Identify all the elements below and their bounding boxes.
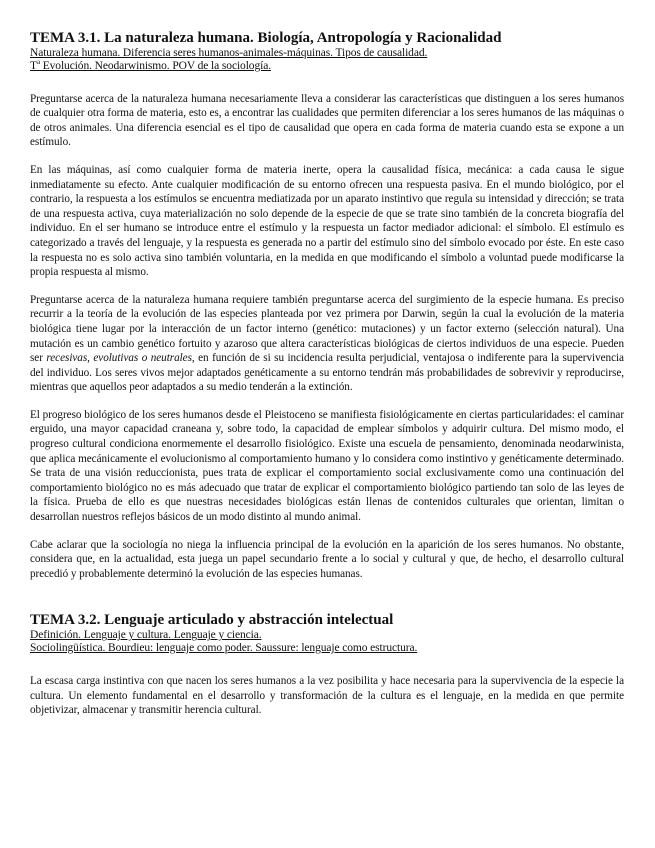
section-subtitle: [30, 57, 624, 73]
subtitle-text: T: [30, 59, 37, 72]
section-subtitle: Definición. Lenguaje y cultura. Lenguaje y ciencia.: [30, 629, 262, 642]
section-tema-3-1: [30, 30, 624, 581]
superscript: a: [36, 57, 40, 66]
paragraph: [30, 293, 624, 395]
section-title: TEMA 3.1. La naturaleza humana. Biología, Antropología y Racionalidad: [30, 30, 502, 46]
paragraph-text: Preguntarse acerca de la naturaleza humana requiere también preguntarse acerca del surgimiento de la especie humana. Es preciso recurrir a la teoría de la evolución de las especies planteada por vez primera por Darwin, según la cual la evolución de la materia biológica tiene lugar por la interacción de un factor interno (genético: mutaciones) y un factor externo (selección natural). Una mutación es un cambio genético fortuito y azaroso que altera características biológicas de ciertos individuos de una especie. Pueden ser: [30, 293, 624, 365]
paragraph: Preguntarse acerca de la naturaleza humana necesariamente lleva a considerar las características que distinguen a los seres humanos de cualquier otra forma de materia, esto es, a encontrar las cualidades que permiten diferenciar a los seres humanos de las máquinas o de otros animales. Una diferencia esencial es el tipo de causalidad que opera en cada forma de materia cuando esta se expone a un estímulo.: [30, 92, 624, 149]
paragraph: En las máquinas, así como cualquier forma de materia inerte, opera la causalidad física, mecánica: a cada causa le sigue inmediatamente su efecto. Ante cualquier modificación de su entorno ofrecen una respuesta pasiva. En el mundo biológico, por el contrario, la respuesta a los estímulos se encuentra mediatizada por un aparato instintivo que regula su intensidad y dirección; se trata de una respuesta activa, cuya materialización no solo depende de la especie de que se trate sino también de la concreta biografía del individuo. En el ser humano se introduce entre el estímulo y la respuesta un factor mediador adicional: el símbolo. El estímulo es categorizado a través del lenguaje, y la respuesta es generada no a partir del estímulo sino del símbolo evocado por éste. En este caso la respuesta no es solo activa sino también voluntaria, en la medida en que modificando el símbolo a voluntad puede modificarse la propia respuesta al mismo.: [30, 163, 624, 279]
section-subtitle: Naturaleza humana. Diferencia seres humanos-animales-máquinas. Tipos de causalidad.: [30, 47, 428, 59]
paragraph: Cabe aclarar que la sociología no niega la influencia principal de la evolución en la aparición de los seres humanos. No obstante, considera que, en la actualidad, esta juega un papel secundario frente a lo social y cultural y que, de hecho, el desarrollo cultural precedió y probablemente determinó la evolución de las especies humanas.: [30, 538, 624, 580]
section-subtitle: Sociolingüística. Bourdieu: lenguaje como poder. Saussure: lenguaje como estructura.: [30, 642, 418, 655]
subtitle-text: Evolución. Neodarwinismo. POV de la sociología.: [39, 59, 271, 72]
emphasis-text: recesivas, evolutivas o neutrales: [46, 352, 192, 365]
section-tema-3-2: [30, 612, 624, 717]
section-title: TEMA 3.2. Lenguaje articulado y abstracción intelectual: [30, 612, 394, 629]
paragraph: El progreso biológico de los seres humanos desde el Pleistoceno se manifiesta fisiológicamente en ciertas particularidades: el caminar erguido, una mayor capacidad craneana y, sobre todo, la capacidad de emplear símbolos y adquirir cultura. Del mismo modo, el progreso cultural condiciona enormemente el desarrollo fisiológico. Existe una escuela de pensamiento, denominada neodarwinista, que aplica mecánicamente el evolucionismo al comportamiento humano y lo considera como instintivo y genéticamente determinado. Se trata de una visión reduccionista, pues trata de explicar el comportamiento social exclusivamente como una continuación del comportamiento biológico no es más adecuado que tratar de explicar el comportamiento biológico partiendo tan solo de las leyes de la física. Prueba de ello es que nuestras necesidades biológicas están llenas de contenidos culturales que orientan, limitan o desarrollan nuestros reflejos básicos de un modo distinto al mundo animal.: [30, 408, 624, 524]
paragraph: La escasa carga instintiva con que nacen los seres humanos a la vez posibilita y hace necesaria para la supervivencia de la especie la cultura. Un elemento fundamental en el desarrollo y transformación de la cultura es el lenguaje, en la medida en que permite objetivizar, almacenar y transmitir herencia cultural.: [30, 675, 624, 717]
paragraph-text: , en función de si su incidencia resulta perjudicial, ventajosa o indiferente para la supervivencia del individuo. Los seres vivos mejor adaptados genéticamente a su entorno tendrán más probabilidades de sobrevivir y reproducirse, mientras que aquellos peor adaptados a su medio tenderán a la extinción.: [30, 352, 624, 394]
